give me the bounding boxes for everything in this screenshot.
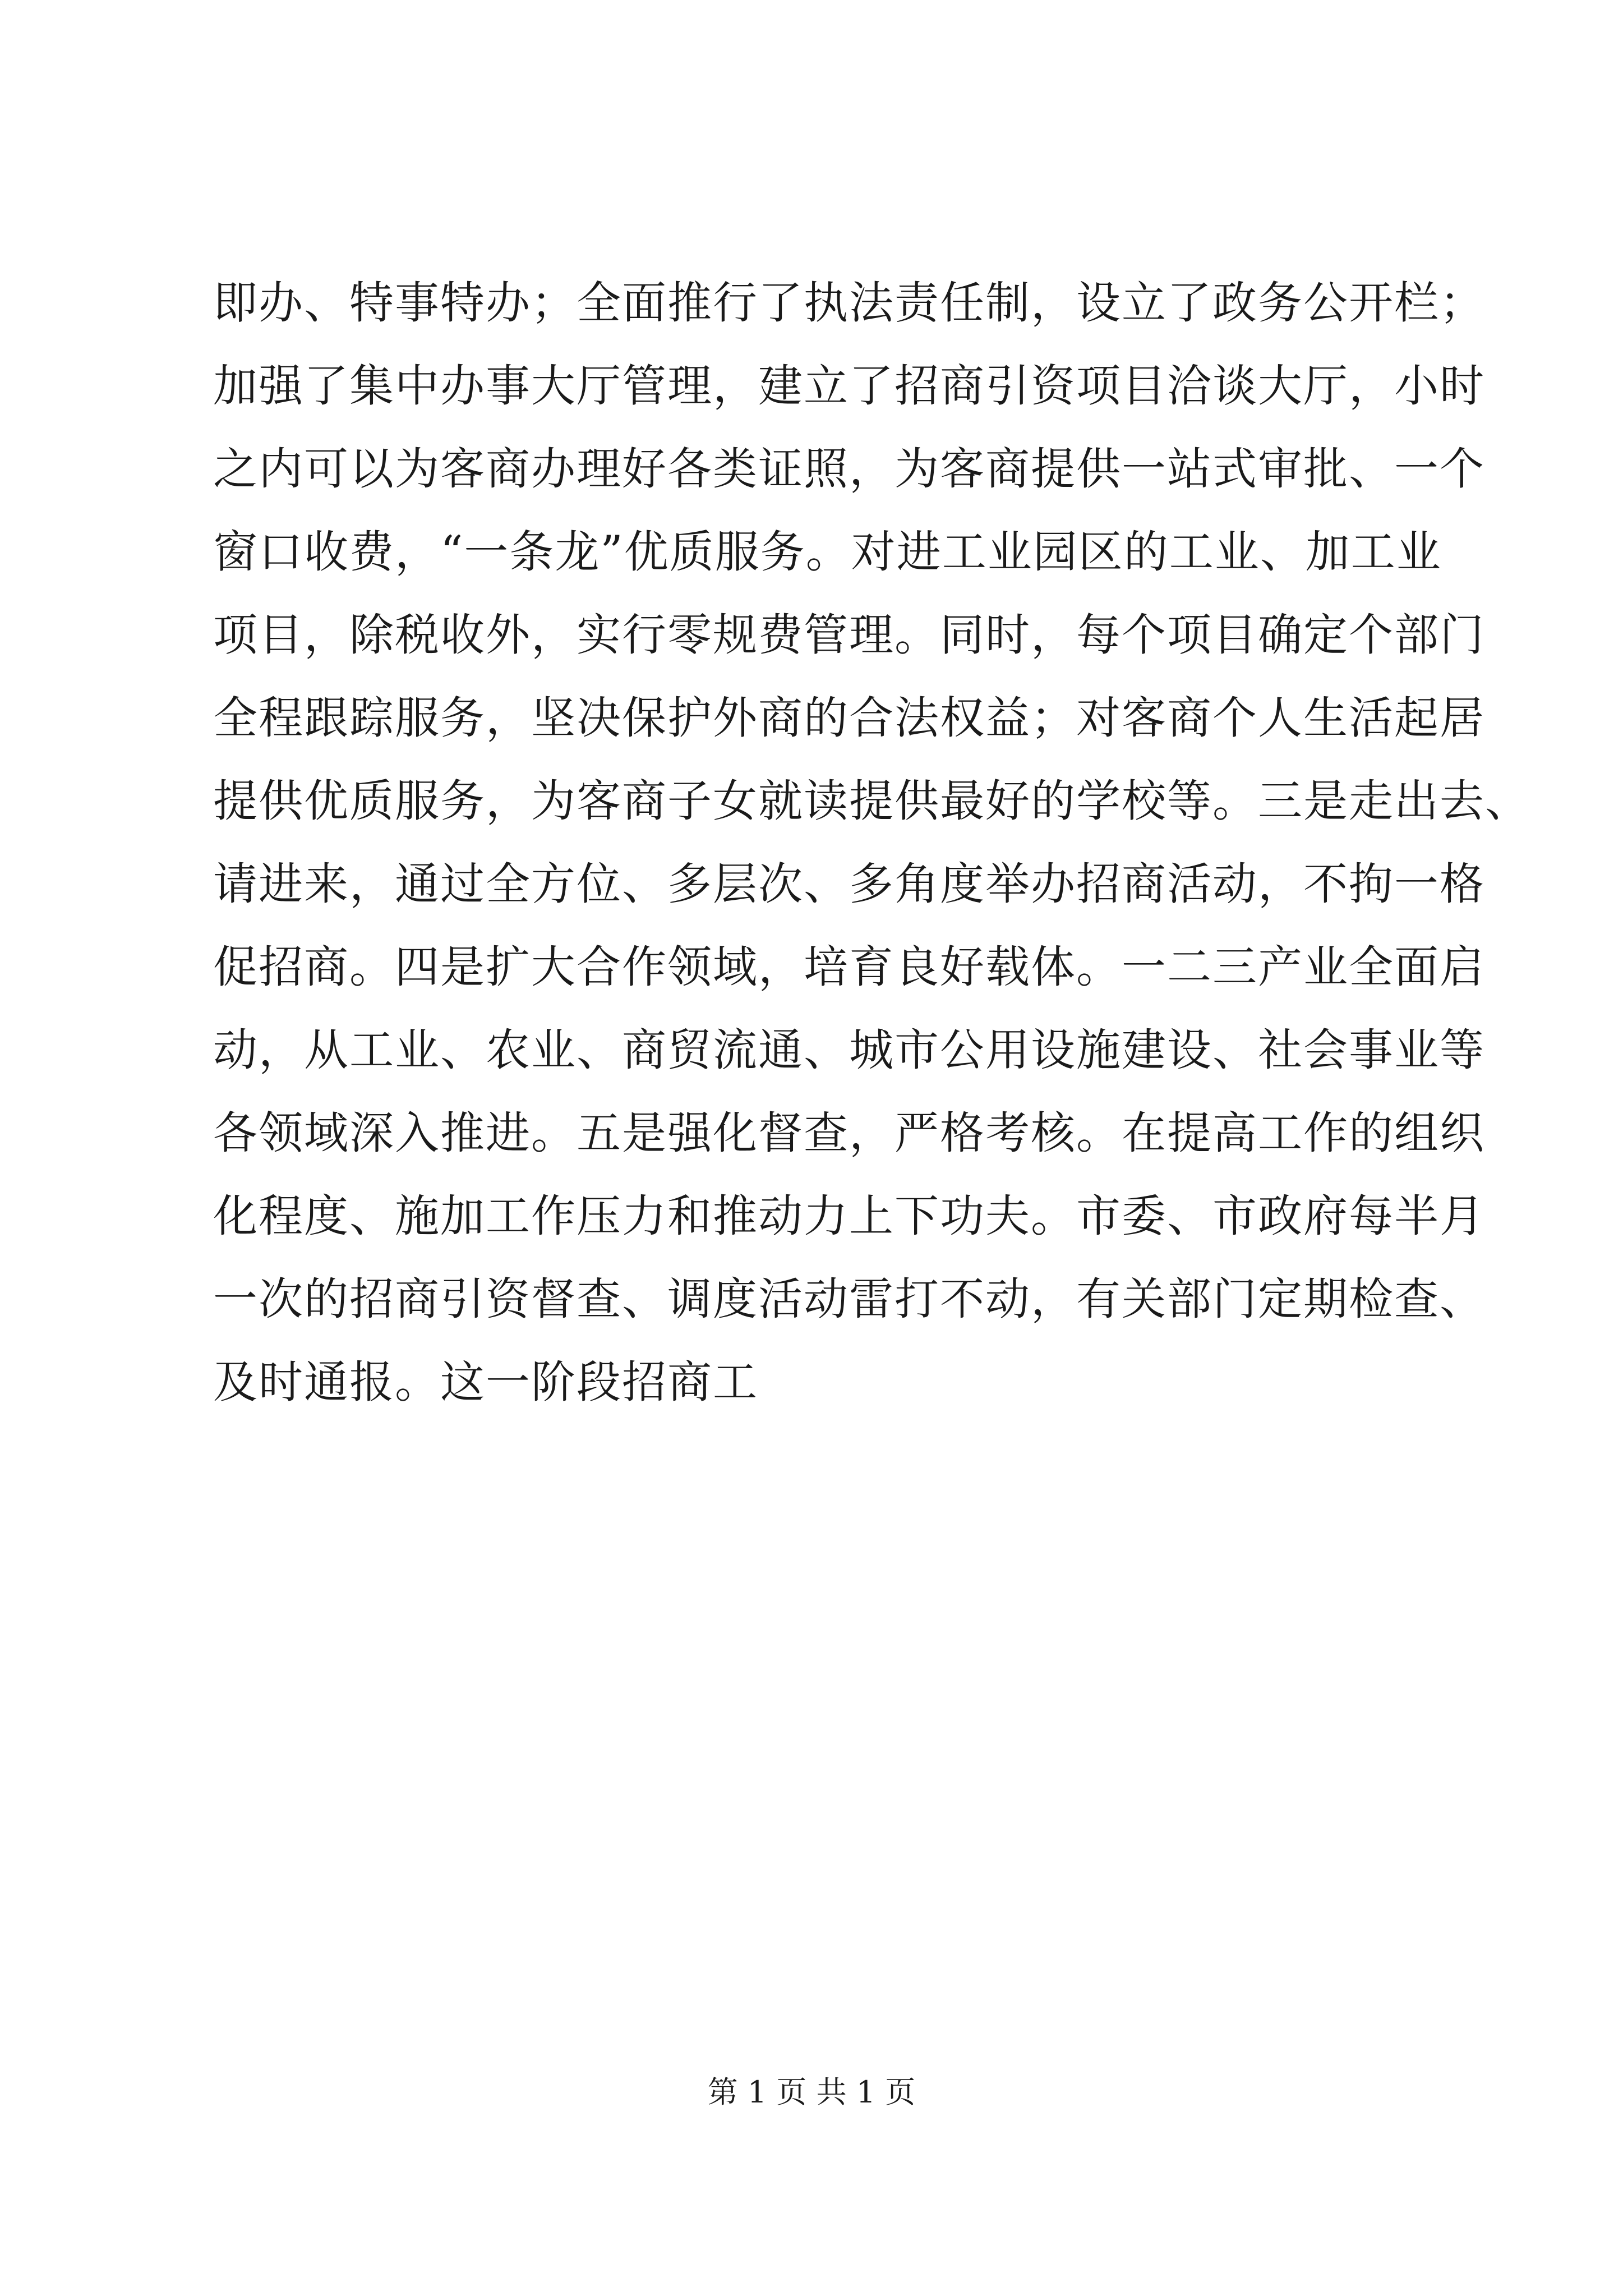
body-paragraph	[213, 261, 1530, 1424]
text-line: 之内可以为客商办理好各类证照，为客商提供一站式审批、一个	[213, 443, 1485, 495]
text-line: 及时通报。这一阶段招商工	[213, 1356, 758, 1408]
text-line: 全程跟踪服务，坚决保护外商的合法权益；对客商个人生活起居	[213, 692, 1485, 744]
text-line: 即办、特事特办；全面推行了执法责任制，设立了政务公开栏；	[213, 277, 1485, 329]
text-line: 加强了集中办事大厅管理，建立了招商引资项目洽谈大厅，小时	[213, 360, 1485, 412]
text-line: 请进来，通过全方位、多层次、多角度举办招商活动，不拘一格	[213, 858, 1485, 910]
page-number-footer: 第 1 页 共 1 页	[707, 2074, 916, 2110]
text-line: 项目，除税收外，实行零规费管理。同时，每个项目确定个部门	[213, 609, 1485, 661]
text-line: 动，从工业、农业、商贸流通、城市公用设施建设、社会事业等	[213, 1024, 1485, 1076]
text-line: 化程度、施加工作压力和推动力上下功夫。市委、市政府每半月	[213, 1190, 1485, 1242]
text-line: 各领域深入推进。五是强化督查，严格考核。在提高工作的组织	[213, 1107, 1485, 1159]
text-line: 促招商。四是扩大合作领域，培育良好载体。一二三产业全面启	[213, 941, 1485, 993]
text-line: 一次的招商引资督查、调度活动雷打不动，有关部门定期检查、	[213, 1273, 1485, 1325]
text-line: 提供优质服务，为客商子女就读提供最好的学校等。三是走出去、	[213, 775, 1530, 827]
text-line: 窗口收费，“一条龙”优质服务。对进工业园区的工业、加工业	[213, 526, 1442, 578]
